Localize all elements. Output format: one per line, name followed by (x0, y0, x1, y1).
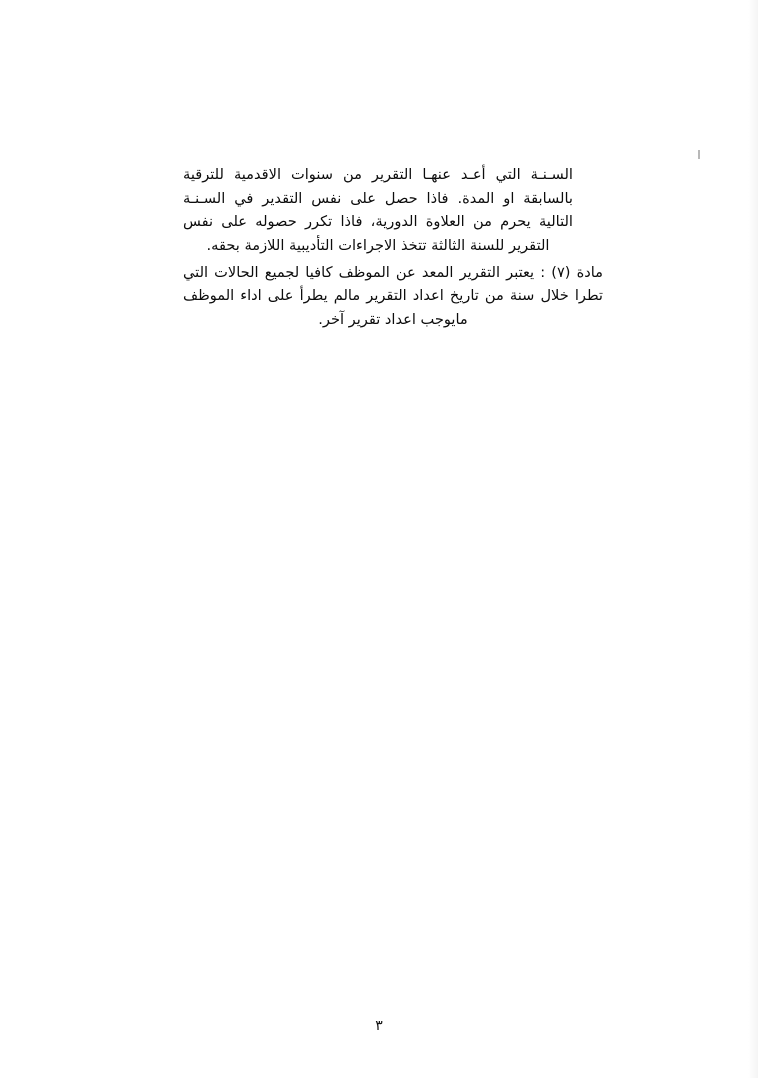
paragraph-article-7: مادة (٧) : يعتبر التقرير المعد عن الموظف كافيا لجميع الحالات التي تطرا خلال سنة من تاريخ اعداد التقرير مالم يطرأ على اداء الموظف مايوجب اعداد تقرير آخر. (183, 263, 603, 328)
paragraph-continuation: السـنـة التي أعـد عنهـا التقرير من سنوات الاقدمية للترقية بالسابقة او المدة. فاذا حصل على نفس التقدير في السـنـة التالية يحرم من العلاوة الدورية، فاذا تكرر حصوله على نفس التقرير للسنة الثالثة تتخذ الاجراءات التأديبية اللازمة بحقه. (183, 166, 573, 254)
page-number: ٣ (375, 1018, 383, 1034)
scan-edge-shadow (748, 0, 758, 1078)
document-body (183, 163, 603, 331)
scan-artifact-mark (698, 150, 700, 159)
